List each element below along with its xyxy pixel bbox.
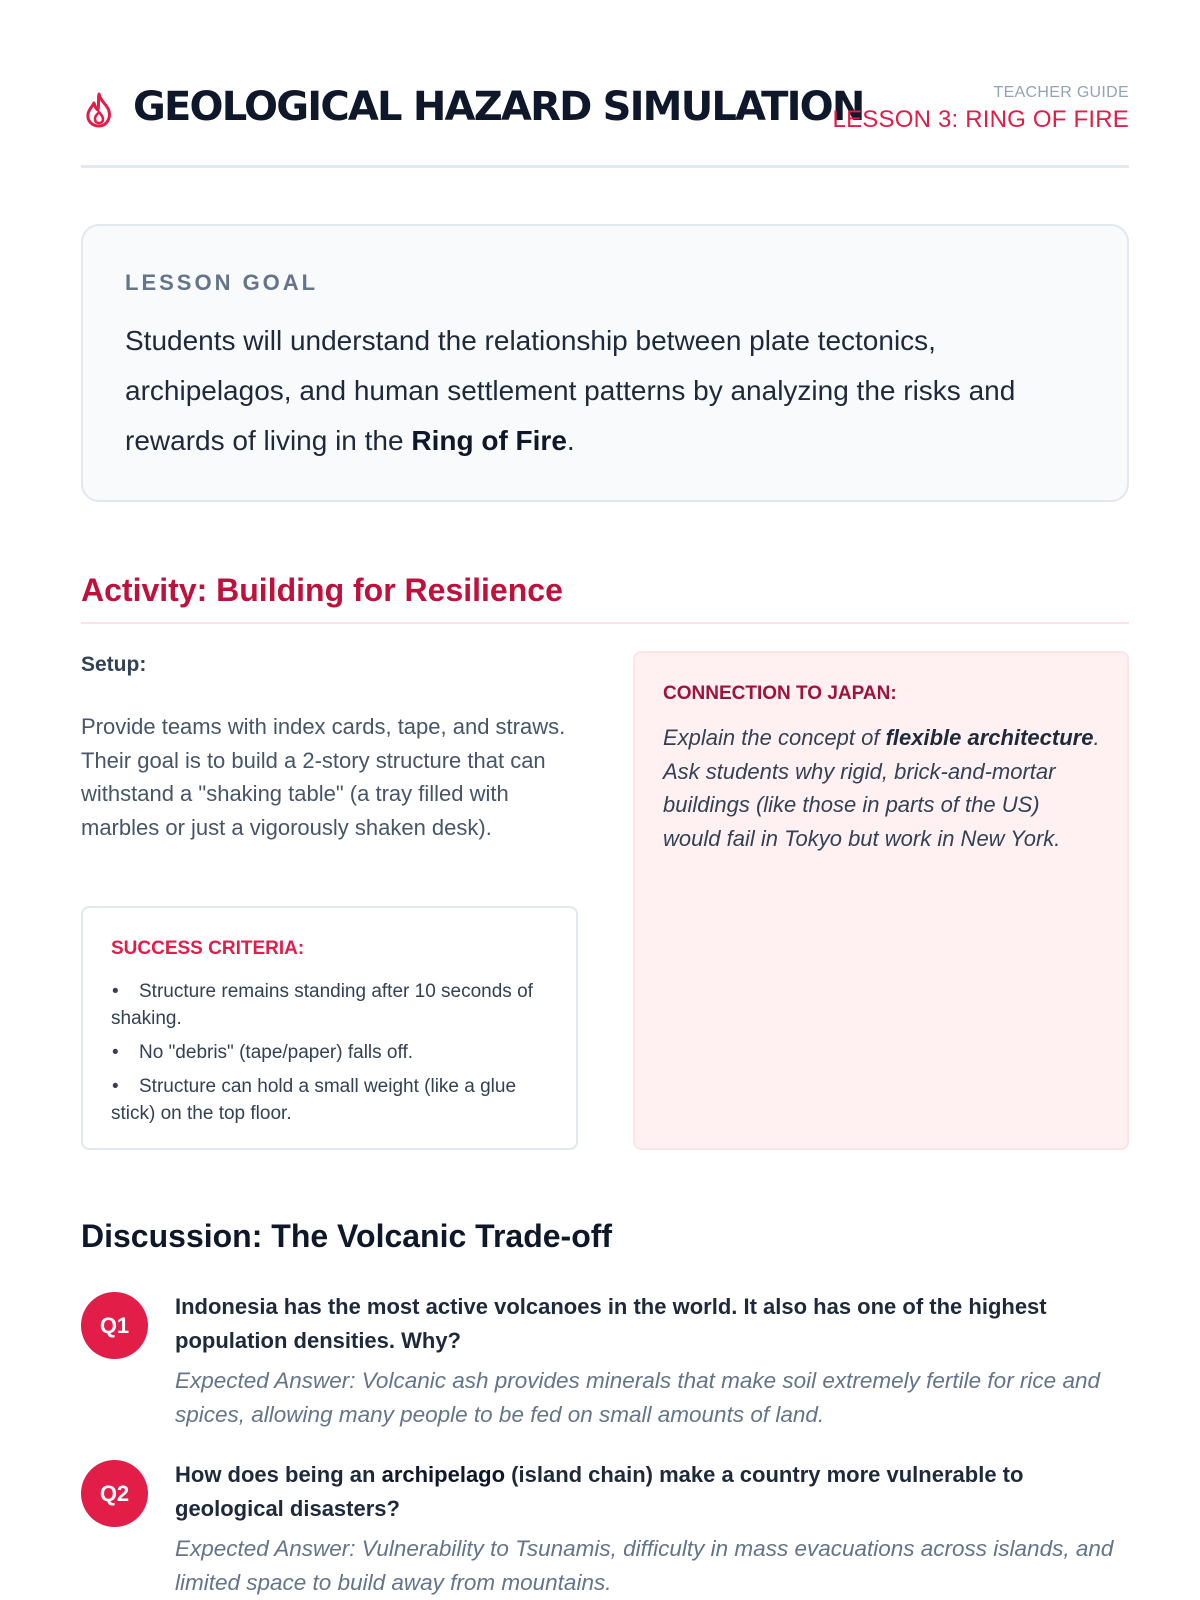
question-badge: Q1 bbox=[81, 1292, 148, 1359]
lesson-goal-box bbox=[81, 224, 1129, 502]
question-badge: Q2 bbox=[81, 1460, 148, 1527]
connection-text bbox=[663, 721, 1103, 855]
question-text: Indonesia has the most active volcanoes in the world. It also has one of the highest population densities. Why? bbox=[175, 1294, 1047, 1353]
setup-text: Provide teams with index cards, tape, and straws. Their goal is to build a 2-story structure that can withstand a "shaking table" (a tray filled with marbles or just a vigorously shaken desk). bbox=[81, 714, 566, 840]
connection-text-after: . Ask students why rigid, brick-and-mortar buildings (like those in parts of the US) would fail in Tokyo but work in New York. bbox=[663, 725, 1100, 851]
discussion-heading: Discussion: The Volcanic Trade-off bbox=[81, 1218, 613, 1254]
bullet-icon: • bbox=[112, 981, 119, 1002]
criteria-text: Structure remains standing after 10 seconds of shaking. bbox=[111, 981, 533, 1029]
setup-label: Setup: bbox=[81, 653, 147, 676]
lesson-goal-label: LESSON GOAL bbox=[125, 270, 319, 295]
success-criteria-list bbox=[111, 978, 551, 1134]
lesson-goal-text bbox=[125, 316, 1085, 466]
bullet-icon: • bbox=[112, 1076, 119, 1097]
connection-to-japan-box bbox=[633, 651, 1129, 1150]
expected-answer: Expected Answer: Vulnerability to Tsunamis, difficulty in mass evacuations across islands, and limited space to build away from mountains. bbox=[175, 1536, 1114, 1595]
success-criteria-label: SUCCESS CRITERIA: bbox=[111, 938, 305, 959]
page-header bbox=[81, 80, 1129, 168]
teacher-guide-label: TEACHER GUIDE bbox=[993, 84, 1129, 101]
connection-label: CONNECTION TO JAPAN: bbox=[663, 683, 897, 704]
goal-highlight: Ring of Fire bbox=[411, 425, 567, 456]
lesson-label: LESSON 3: RING OF FIRE bbox=[832, 106, 1129, 133]
activity-heading: Activity: Building for Resilience bbox=[81, 572, 1129, 624]
success-criteria-box bbox=[81, 906, 578, 1150]
bullet-icon: • bbox=[112, 1042, 119, 1063]
expected-answer: Expected Answer: Volcanic ash provides minerals that make soil extremely fertile for rice and spices, allowing many people to be fed on small amounts of land. bbox=[175, 1368, 1100, 1427]
flame-icon bbox=[83, 92, 115, 130]
connection-highlight: flexible architecture bbox=[885, 725, 1094, 750]
question-text bbox=[175, 1458, 1129, 1526]
list-item bbox=[111, 1073, 551, 1127]
list-item bbox=[111, 978, 551, 1032]
question-text-after: (island chain) make a country more vulnerable to geological disasters? bbox=[175, 1462, 1024, 1521]
goal-text-end: . bbox=[566, 425, 575, 456]
question-highlight: archipelago bbox=[381, 1462, 506, 1487]
criteria-text: Structure can hold a small weight (like a glue stick) on the top floor. bbox=[111, 1076, 517, 1124]
document-title: GEOLOGICAL HAZARD SIMULATION bbox=[133, 84, 864, 130]
question-text-before: How does being an bbox=[175, 1462, 382, 1487]
criteria-text: No "debris" (tape/paper) falls off. bbox=[139, 1042, 413, 1063]
goal-text-body: Students will understand the relationship between plate tectonics, archipelagos, and human settlement patterns by analyzing the risks and rewards of living in the bbox=[125, 325, 1016, 456]
list-item bbox=[111, 1039, 551, 1066]
connection-text-before: Explain the concept of bbox=[663, 725, 886, 750]
